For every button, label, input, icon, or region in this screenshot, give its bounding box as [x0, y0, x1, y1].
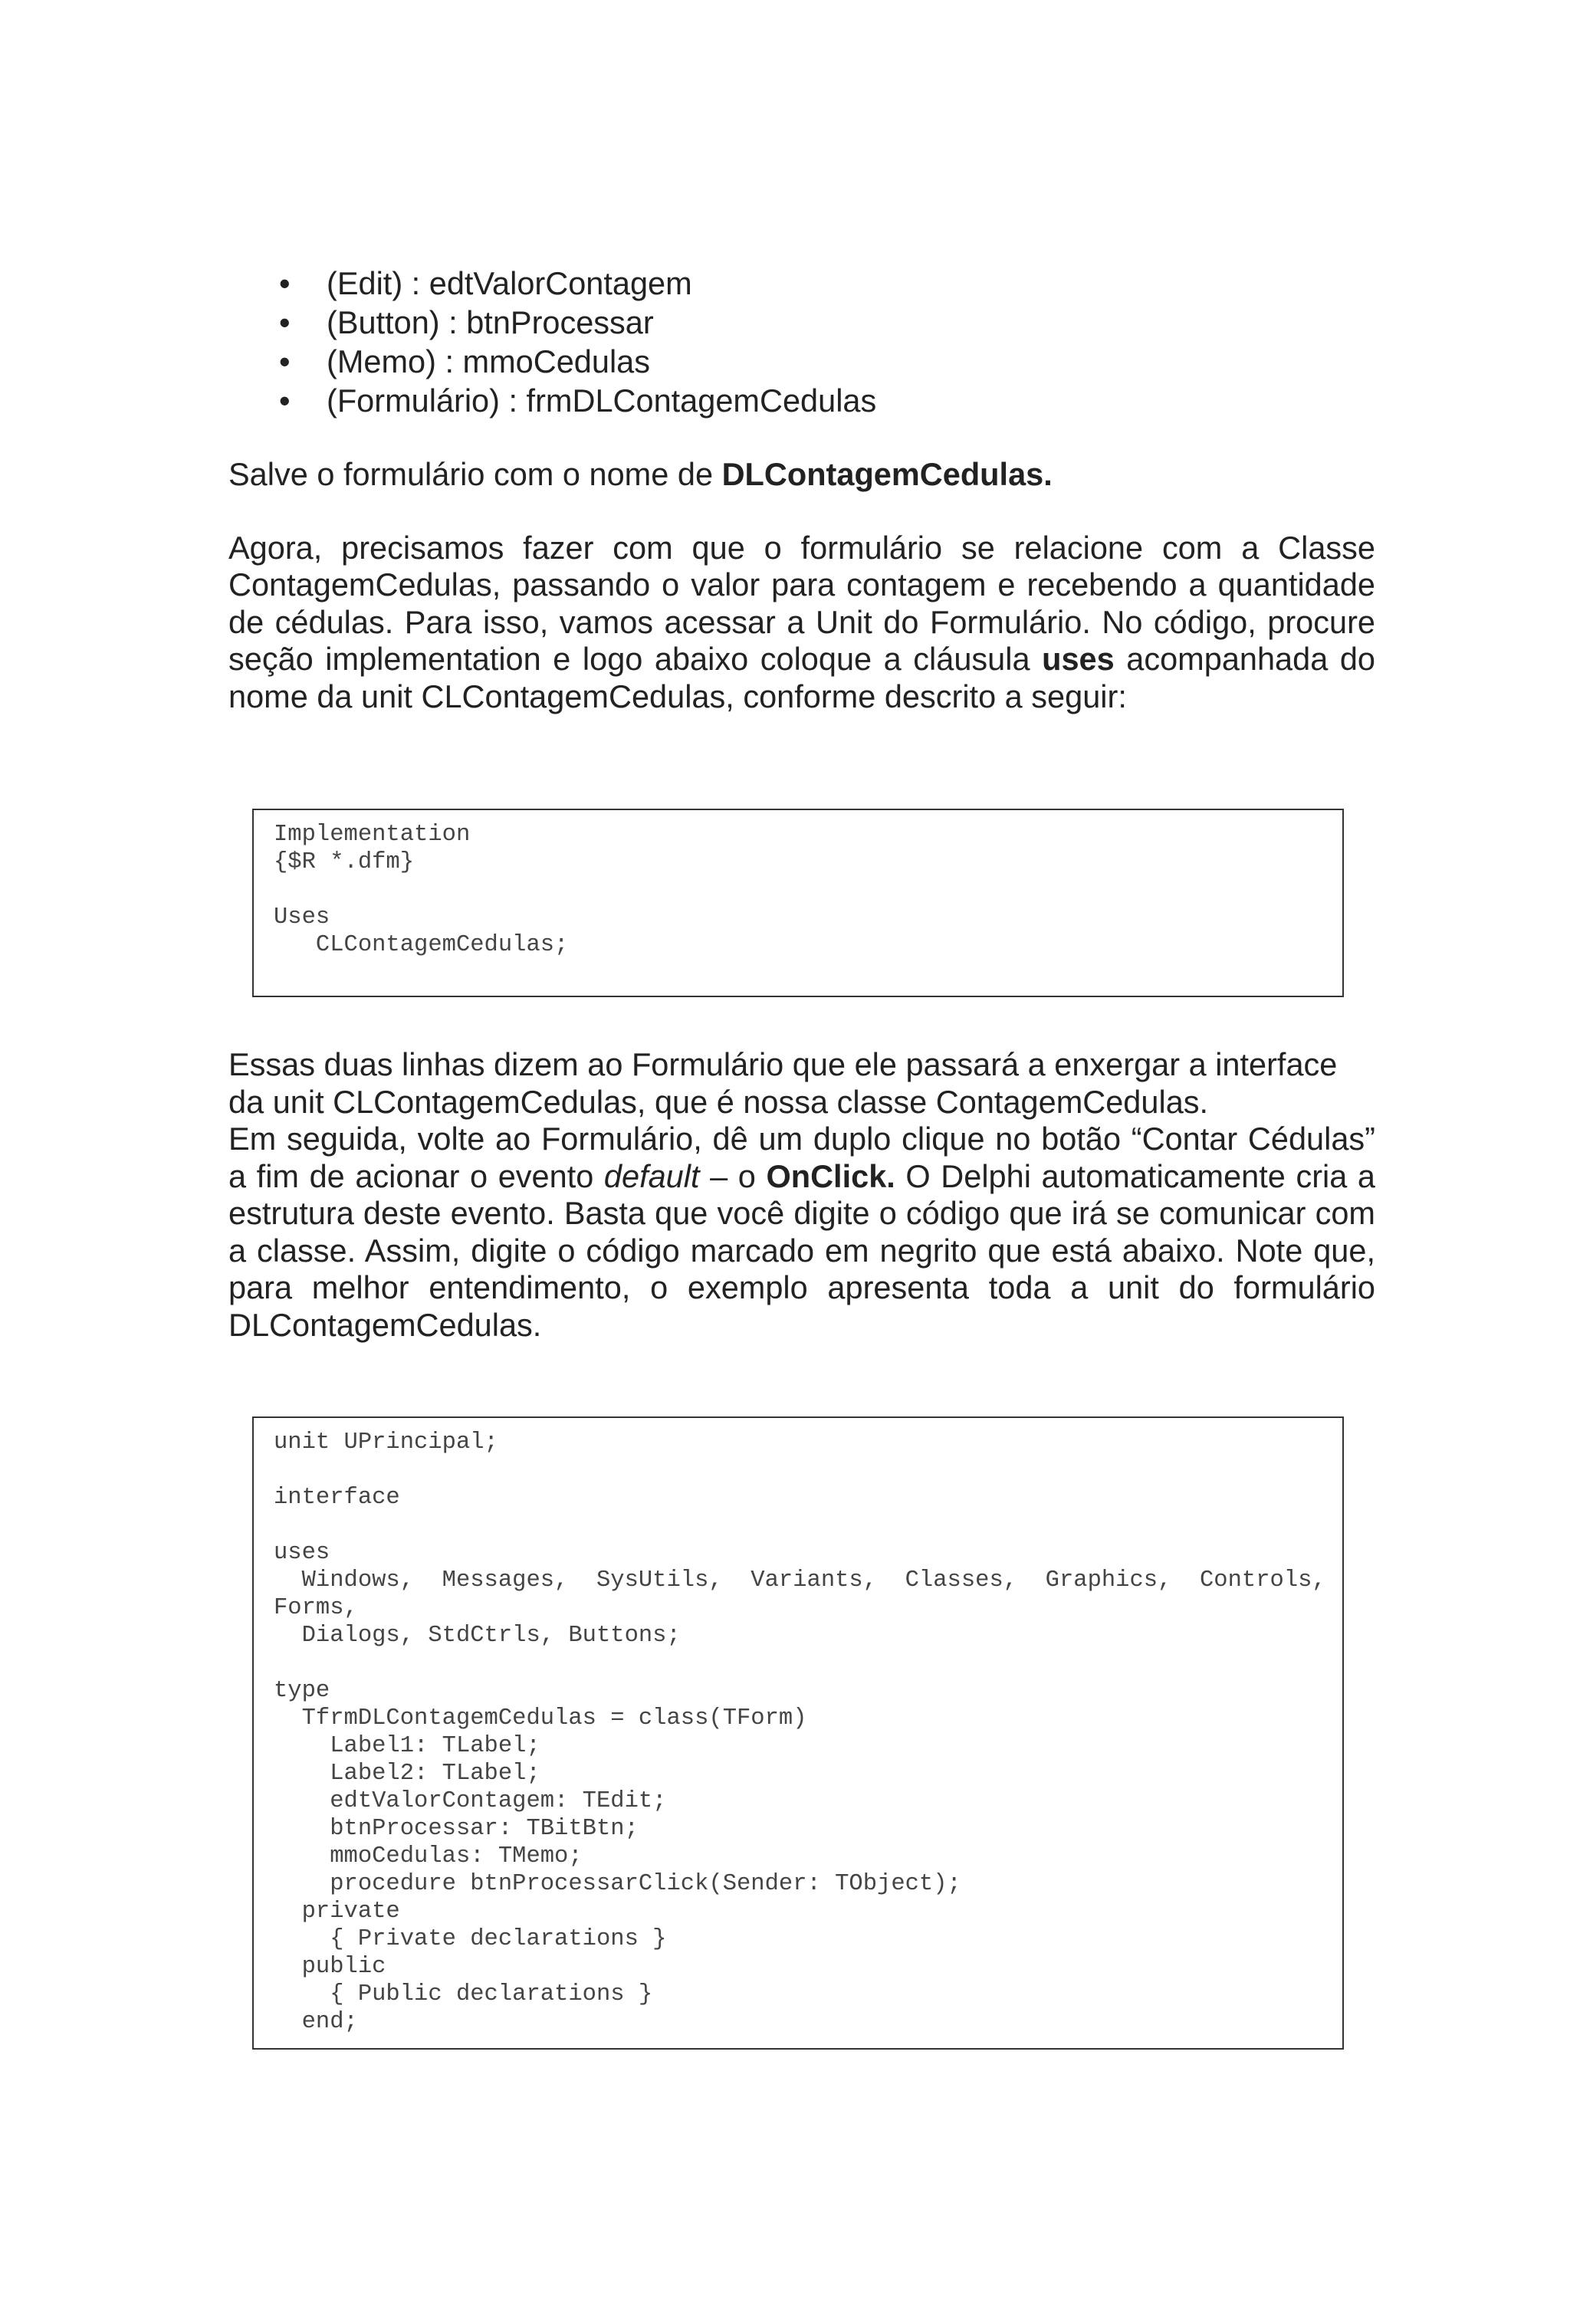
code-line: { Public declarations } [274, 1981, 653, 2007]
code-line [274, 1456, 1324, 1484]
bullet-icon: • [279, 304, 291, 340]
document-page [228, 264, 1375, 2050]
code-line: Uses [274, 904, 330, 931]
code-line: end; [274, 2009, 358, 2035]
code-line: Windows, Messages, SysUtils, Variants, Classes, Graphics, Controls, [274, 1567, 1326, 1594]
bullet-icon: • [279, 265, 291, 301]
code-line: uses [274, 1540, 330, 1566]
paragraph-agora: Agora, precisamos fazer com que o formulário se relacione com a Classe ContagemCedulas, passando o valor para contagem e recebendo a quantidade de cédulas. Para isso, vamos acessar a Unit do Formulário. No código, procure seção implementation e logo abaixo coloque a cláusula uses acompanhada do nome da unit CLContagemCedulas, conforme descrito a seguir: [228, 529, 1376, 714]
list-item: • (Memo) : mmoCedulas [279, 343, 651, 379]
code-line: edtValorContagem: TEdit; [274, 1788, 667, 1814]
list-item: • (Formulário) : frmDLContagemCedulas [279, 382, 877, 419]
code-block-unit [252, 1416, 1344, 2050]
component-list [228, 264, 1375, 420]
code-line: Label2: TLabel; [274, 1761, 540, 1787]
code-line: unit UPrincipal; [274, 1430, 498, 1456]
code-line: Label1: TLabel; [274, 1733, 540, 1759]
code-line: {$R *.dfm} [274, 849, 415, 875]
code-line: public [274, 1954, 386, 1980]
code-line: Forms, [274, 1595, 358, 1621]
paragraph-em-seguida: Em seguida, volte ao Formulário, dê um duplo clique no botão “Contar Cédulas” a fim de acionar o evento default – o OnClick. O Delphi automaticamente cria a estrutura deste evento. Basta que você digite o código que irá se comunicar com a classe. Assim, digite o código marcado em negrito que está abaixo. Note que, para melhor entendimento, o exemplo apresenta toda a unit do formulário DLContagemCedulas. [228, 1121, 1375, 1343]
code-line [274, 1649, 1324, 1677]
code-line: CLContagemCedulas; [274, 932, 569, 958]
code-line: procedure btnProcessarClick(Sender: TObject); [274, 1871, 961, 1897]
code-line: interface [274, 1485, 400, 1511]
paragraph-save: Salve o formulário com o nome de DLContagemCedulas. [228, 456, 1053, 492]
code-line [274, 876, 1324, 904]
code-line [274, 1512, 1324, 1539]
code-line: type [274, 1678, 330, 1704]
bullet-icon: • [279, 382, 291, 419]
code-line: { Private declarations } [274, 1926, 667, 1952]
code-line: Dialogs, StdCtrls, Buttons; [274, 1623, 681, 1649]
bullet-icon: • [279, 343, 291, 379]
code-line [274, 959, 1324, 986]
code-line: private [274, 1899, 400, 1925]
code-line: TfrmDLContagemCedulas = class(TForm) [274, 1705, 807, 1732]
list-item: • (Button) : btnProcessar [279, 304, 654, 340]
code-line: btnProcessar: TBitBtn; [274, 1816, 639, 1842]
code-line: Implementation [274, 822, 471, 848]
list-item: • (Edit) : edtValorContagem [279, 265, 692, 301]
code-block-implementation [252, 809, 1344, 997]
code-line: mmoCedulas: TMemo; [274, 1843, 583, 1869]
paragraph-essas: Essas duas linhas dizem ao Formulário que ele passará a enxergar a interface da unit CLContagemCedulas, que é nossa classe ContagemCedulas. [228, 1046, 1338, 1120]
